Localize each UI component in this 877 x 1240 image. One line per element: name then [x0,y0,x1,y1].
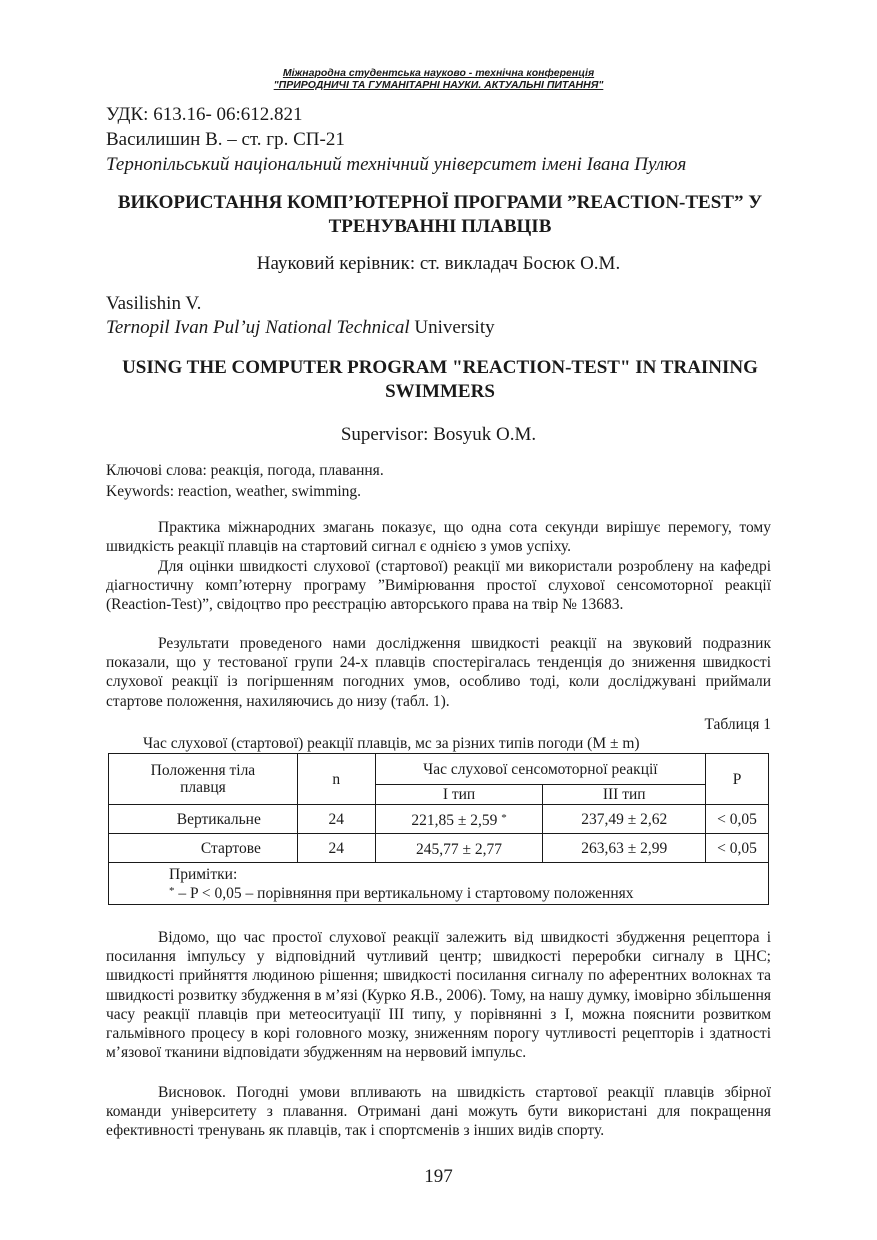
cell-p: < 0,05 [706,834,769,863]
keywords-ua: Ключові слова: реакція, погода, плавання. [106,462,384,479]
conference-header-line2: "ПРИРОДНИЧІ ТА ГУМАНІТАРНІ НАУКИ. АКТУАЛЬНІ ПИТАННЯ" [273,79,604,91]
significance-mark: * [501,811,507,824]
table-label: Таблиця 1 [704,716,771,733]
author-ua: Василишин В. – ст. гр. СП-21 [106,129,345,150]
cell-n: 24 [297,834,375,863]
header-type-1: І тип [375,785,543,805]
author-en: Vasilishin V. [106,293,202,314]
cell-type-3: 263,63 ± 2,99 [543,834,706,863]
affiliation-en [106,317,495,339]
title-ua: ВИКОРИСТАННЯ КОМП’ЮТЕРНОЇ ПРОГРАМИ ”REACTION-TEST” У ТРЕНУВАННІ ПЛАВЦІВ [117,192,763,237]
cell-type-1-value: 221,85 ± 2,59 [411,811,498,829]
header-n: n [297,754,375,805]
cell-p: < 0,05 [706,805,769,834]
table-notes [109,863,769,905]
keywords-en: Keywords: reaction, weather, swimming. [106,483,362,500]
conference-header-line1: Міжнародна студентська науково - технічна конференція [282,67,595,79]
paragraph-5: Висновок. Погодні умови впливають на швидкість стартової реакції плавців збірної команди університету з плавання. Отримані дані можуть бути використані для покращення ефективності тренувань як плавців, так і спортсменів з інших видів спорту. [106,1084,771,1140]
supervisor-en: Supervisor: Bosyuk O.M. [340,424,537,445]
supervisor-ua: Науковий керівник: ст. викладач Босюк О.М. [256,253,621,274]
notes-mark: * [169,884,175,897]
table-row [109,834,769,863]
header-p: P [706,754,769,805]
results-table [108,753,769,905]
cell-position: Вертикальне [109,805,298,834]
cell-position: Стартове [109,834,298,863]
affiliation-en-italic: Ternopil Ivan Pul’uj National Technical [106,317,410,338]
paragraph-2: Для оцінки швидкості слухової (стартової) реакції ми використали розроблену на кафедрі діагностичну комп’ютерну програму ”Вимірювання простої слухової сенсомоторної реакції (Reaction-Test)”, свідоцтво про реєстрацію авторського права на твір № 13683. [106,558,771,614]
table-row [109,805,769,834]
cell-type-1 [375,834,543,863]
udk-code: УДК: 613.16- 06:612.821 [106,104,303,125]
page-number: 197 [424,1166,453,1187]
header-reaction-time: Час слухової сенсомоторної реакції [375,754,705,785]
table-caption: Час слухової (стартової) реакції плавців, мс за різних типів погоди (M ± m) [143,735,640,752]
paragraph-4: Відомо, що час простої слухової реакції залежить від швидкості збудження рецептора і посилання імпульсу у відповідний чутливий центр; швидкості переробки сигналу в ЦНС; швидкості прийняття людиною рішення; швидкості посилання сигналу по аферентних волокнах та швидкості розвитку збудження в м’язі (Курко Я.В., 2006). Тому, на нашу думку, імовірно збільшення часу реакції плавців при метеоситуації ІІІ типу, у порівнянні з І, можна пояснити розвитком гальмівного процесу в корі головного мозку, зниженням порогу чутливості рецепторів і здатності м’язової тканини відповідати збудженням на нервовий імпульс. [106,929,771,1062]
notes-title: Примітки: [169,865,238,883]
header-type-3: ІІІ тип [543,785,706,805]
affiliation-ua: Тернопільський національний технічний університет імені Івана Пулюя [106,154,687,175]
cell-type-1 [375,805,543,834]
notes-text: – P < 0,05 – порівняння при вертикальному і стартовому положеннях [174,884,634,902]
cell-n: 24 [297,805,375,834]
title-en: USING THE COMPUTER PROGRAM "REACTION-TEST" IN TRAINING SWIMMERS [122,357,758,402]
cell-type-1-value: 245,77 ± 2,77 [416,840,503,858]
paragraph-1: Практика міжнародних змагань показує, що одна сота секунди вирішує перемогу, тому швидкість реакції плавців на стартовий сигнал є однією з умов успіху. [106,519,771,556]
notes-line [169,883,768,902]
affiliation-en-rest: University [414,317,495,338]
header-position: Положення тіла плавця [109,754,298,805]
cell-type-3: 237,49 ± 2,62 [543,805,706,834]
paragraph-3: Результати проведеного нами дослідження швидкості реакції на звуковий подразник показали, що у тестованої групи 24-х плавців спостерігалась тенденція до зниження швидкості слухової реакції із погіршенням погодних умов, особливо тоді, коли досліджувані приймали стартове положення, нахиляючись до низу (табл. 1). [106,635,771,710]
